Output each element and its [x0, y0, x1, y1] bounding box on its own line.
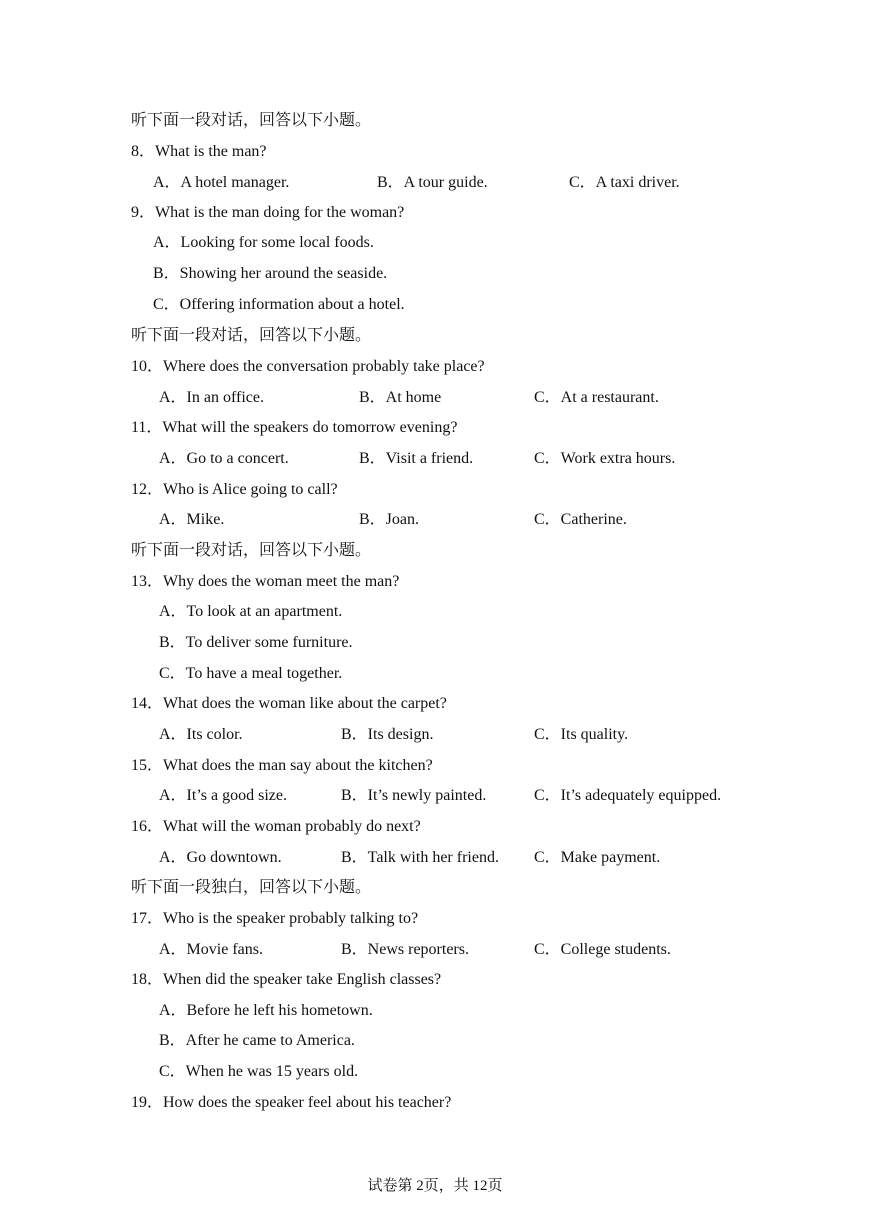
question-14-option-c: C．Its quality. [534, 726, 629, 743]
question-9: 9．What is the man doing for the woman? [131, 204, 405, 221]
question-11-option-c: C．Work extra hours. [534, 450, 676, 467]
question-10-option-a: A．In an office. [159, 389, 265, 406]
question-9-option-c: C．Offering information about a hotel. [153, 296, 405, 313]
section-instruction: 听下面一段对话，回答以下小题。 [131, 542, 372, 559]
question-11-option-b: B．Visit a friend. [359, 450, 474, 467]
question-17-option-a: A．Movie fans. [159, 941, 263, 958]
question-13-option-b: B．To deliver some furniture. [159, 634, 353, 651]
question-10-option-c: C．At a restaurant. [534, 389, 659, 406]
question-14: 14．What does the woman like about the carpet? [131, 695, 447, 712]
question-11-option-a: A．Go to a concert. [159, 450, 289, 467]
question-13: 13．Why does the woman meet the man? [131, 573, 400, 590]
question-19: 19．How does the speaker feel about his teacher? [131, 1094, 452, 1111]
question-9-option-a: A．Looking for some local foods. [153, 234, 374, 251]
question-8: 8．What is the man? [131, 143, 267, 160]
question-15-option-c: C．It’s adequately equipped. [534, 787, 722, 804]
question-16-option-a: A．Go downtown. [159, 849, 282, 866]
question-13-option-a: A．To look at an apartment. [159, 603, 343, 620]
question-8-option-b: B．A tour guide. [377, 174, 488, 191]
question-16-option-c: C．Make payment. [534, 849, 661, 866]
question-12-option-a: A．Mike. [159, 511, 225, 528]
question-14-option-b: B．Its design. [341, 726, 434, 743]
question-10-option-b: B．At home [359, 389, 442, 406]
question-12: 12．Who is Alice going to call? [131, 481, 338, 498]
question-16: 16．What will the woman probably do next? [131, 818, 421, 835]
section-instruction: 听下面一段独白，回答以下小题。 [131, 879, 372, 896]
question-9-option-b: B．Showing her around the seaside. [153, 265, 388, 282]
question-13-option-c: C．To have a meal together. [159, 665, 343, 682]
question-15-option-b: B．It’s newly painted. [341, 787, 487, 804]
question-12-option-c: C．Catherine. [534, 511, 627, 528]
section-instruction: 听下面一段对话，回答以下小题。 [131, 112, 372, 129]
question-15-option-a: A．It’s a good size. [159, 787, 287, 804]
question-14-option-a: A．Its color. [159, 726, 243, 743]
question-12-option-b: B．Joan. [359, 511, 420, 528]
question-8-option-c: C．A taxi driver. [569, 174, 680, 191]
section-instruction: 听下面一段对话，回答以下小题。 [131, 327, 372, 344]
question-18-option-b: B．After he came to America. [159, 1032, 355, 1049]
question-18-option-a: A．Before he left his hometown. [159, 1002, 373, 1019]
question-15: 15．What does the man say about the kitchen? [131, 757, 433, 774]
page-footer: 试卷第 2页，共 12页 [367, 1178, 503, 1194]
question-11: 11．What will the speakers do tomorrow evening? [131, 419, 458, 436]
question-17: 17．Who is the speaker probably talking to? [131, 910, 419, 927]
question-8-option-a: A．A hotel manager. [153, 174, 290, 191]
question-10: 10．Where does the conversation probably take place? [131, 358, 485, 375]
question-17-option-b: B．News reporters. [341, 941, 469, 958]
question-16-option-b: B．Talk with her friend. [341, 849, 499, 866]
question-18: 18．When did the speaker take English classes? [131, 971, 442, 988]
question-18-option-c: C．When he was 15 years old. [159, 1063, 359, 1080]
question-17-option-c: C．College students. [534, 941, 671, 958]
